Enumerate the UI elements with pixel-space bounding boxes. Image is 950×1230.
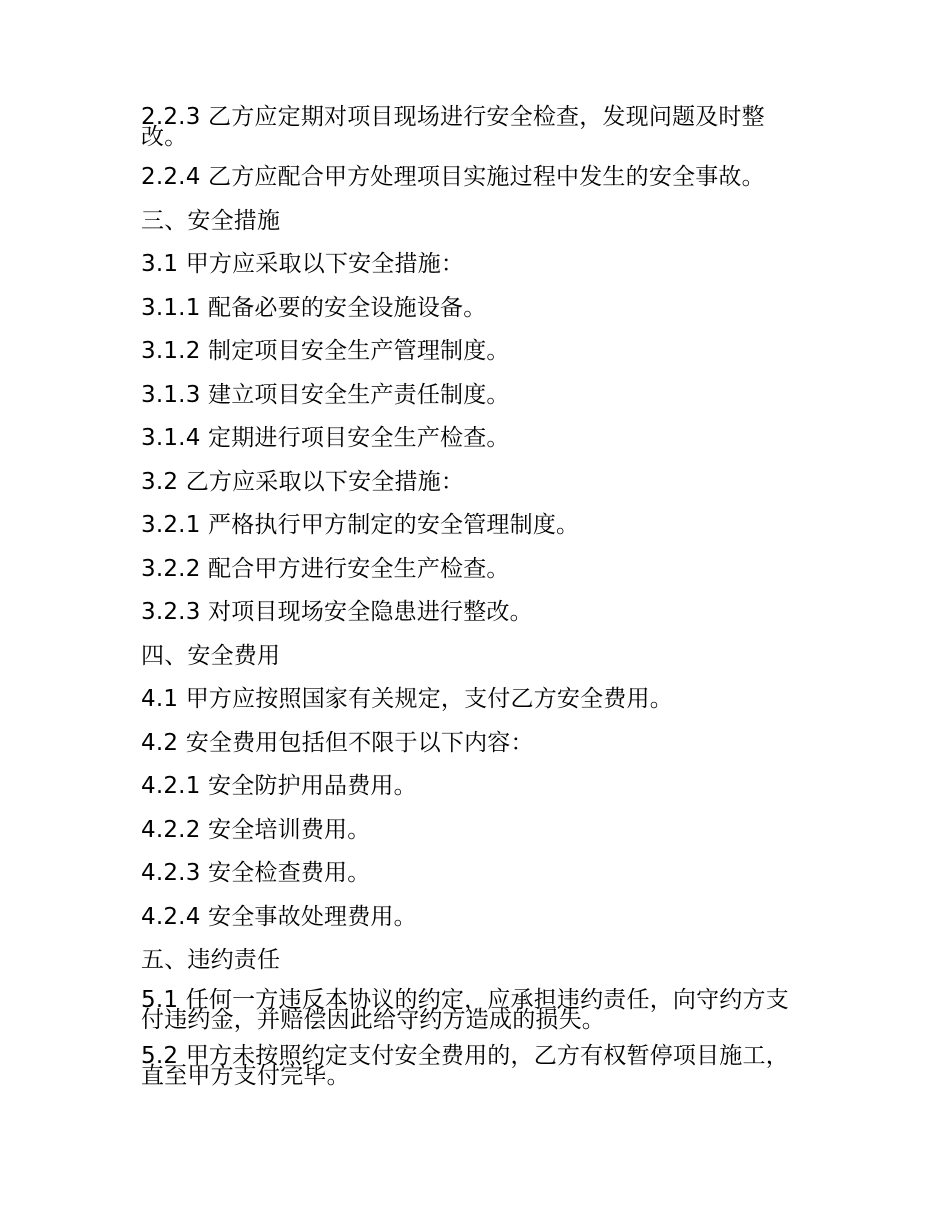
paragraph-4-2-2: 4.2.2 安全培训费用。 (141, 816, 371, 843)
paragraph-4-1: 4.1 甲方应按照国家有关规定，支付乙方安全费用。 (141, 686, 673, 712)
paragraph-3-2-1: 3.2.1 严格执行甲方制定的安全管理制度。 (141, 512, 580, 538)
paragraph-3-1-4: 3.1.4 定期进行项目安全生产检查。 (141, 425, 510, 451)
paragraph-3-1-3: 3.1.3 建立项目安全生产责任制度。 (141, 381, 510, 408)
paragraph-3-1-2: 3.1.2 制定项目安全生产管理制度。 (141, 338, 510, 364)
paragraph-5-1: 5.1 任何一方违反本协议的约定，应承担违约责任，向守约方支付违约金，并赔偿因此给守约方造成的损失。 (141, 986, 789, 1033)
paragraph-3-1: 3.1 甲方应采取以下安全措施： (141, 251, 465, 277)
paragraph-4-2-4: 4.2.4 安全事故处理费用。 (141, 903, 417, 930)
paragraph-4-2-3: 4.2.3 安全检查费用。 (141, 860, 371, 886)
paragraph-3-1-1: 3.1.1 配备必要的安全设施设备。 (141, 294, 487, 321)
section-heading-safety-measures: 三、安全措施 (141, 207, 281, 234)
section-heading-liability: 五、违约责任 (141, 947, 281, 973)
paragraph-3-2-2: 3.2.2 配合甲方进行安全生产检查。 (141, 555, 510, 582)
paragraph-3-2-3: 3.2.3 对项目现场安全隐患进行整改。 (141, 599, 533, 625)
paragraph-2-2-3: 2.2.3 乙方应定期对项目现场进行安全检查，发现问题及时整改。 (141, 104, 765, 150)
paragraph-3-2: 3.2 乙方应采取以下安全措施： (141, 468, 465, 495)
paragraph-4-2: 4.2 安全费用包括但不限于以下内容： (141, 729, 534, 756)
paragraph-5-2: 5.2 甲方未按照约定支付安全费用的，乙方有权暂停项目施工，直至甲方支付完毕。 (141, 1042, 789, 1089)
paragraph-4-2-1: 4.2.1 安全防护用品费用。 (141, 773, 417, 799)
document-body (141, 104, 811, 1102)
paragraph-2-2-4: 2.2.4 乙方应配合甲方处理项目实施过程中发生的安全事故。 (141, 164, 765, 190)
section-heading-safety-fees: 四、安全费用 (141, 642, 281, 669)
